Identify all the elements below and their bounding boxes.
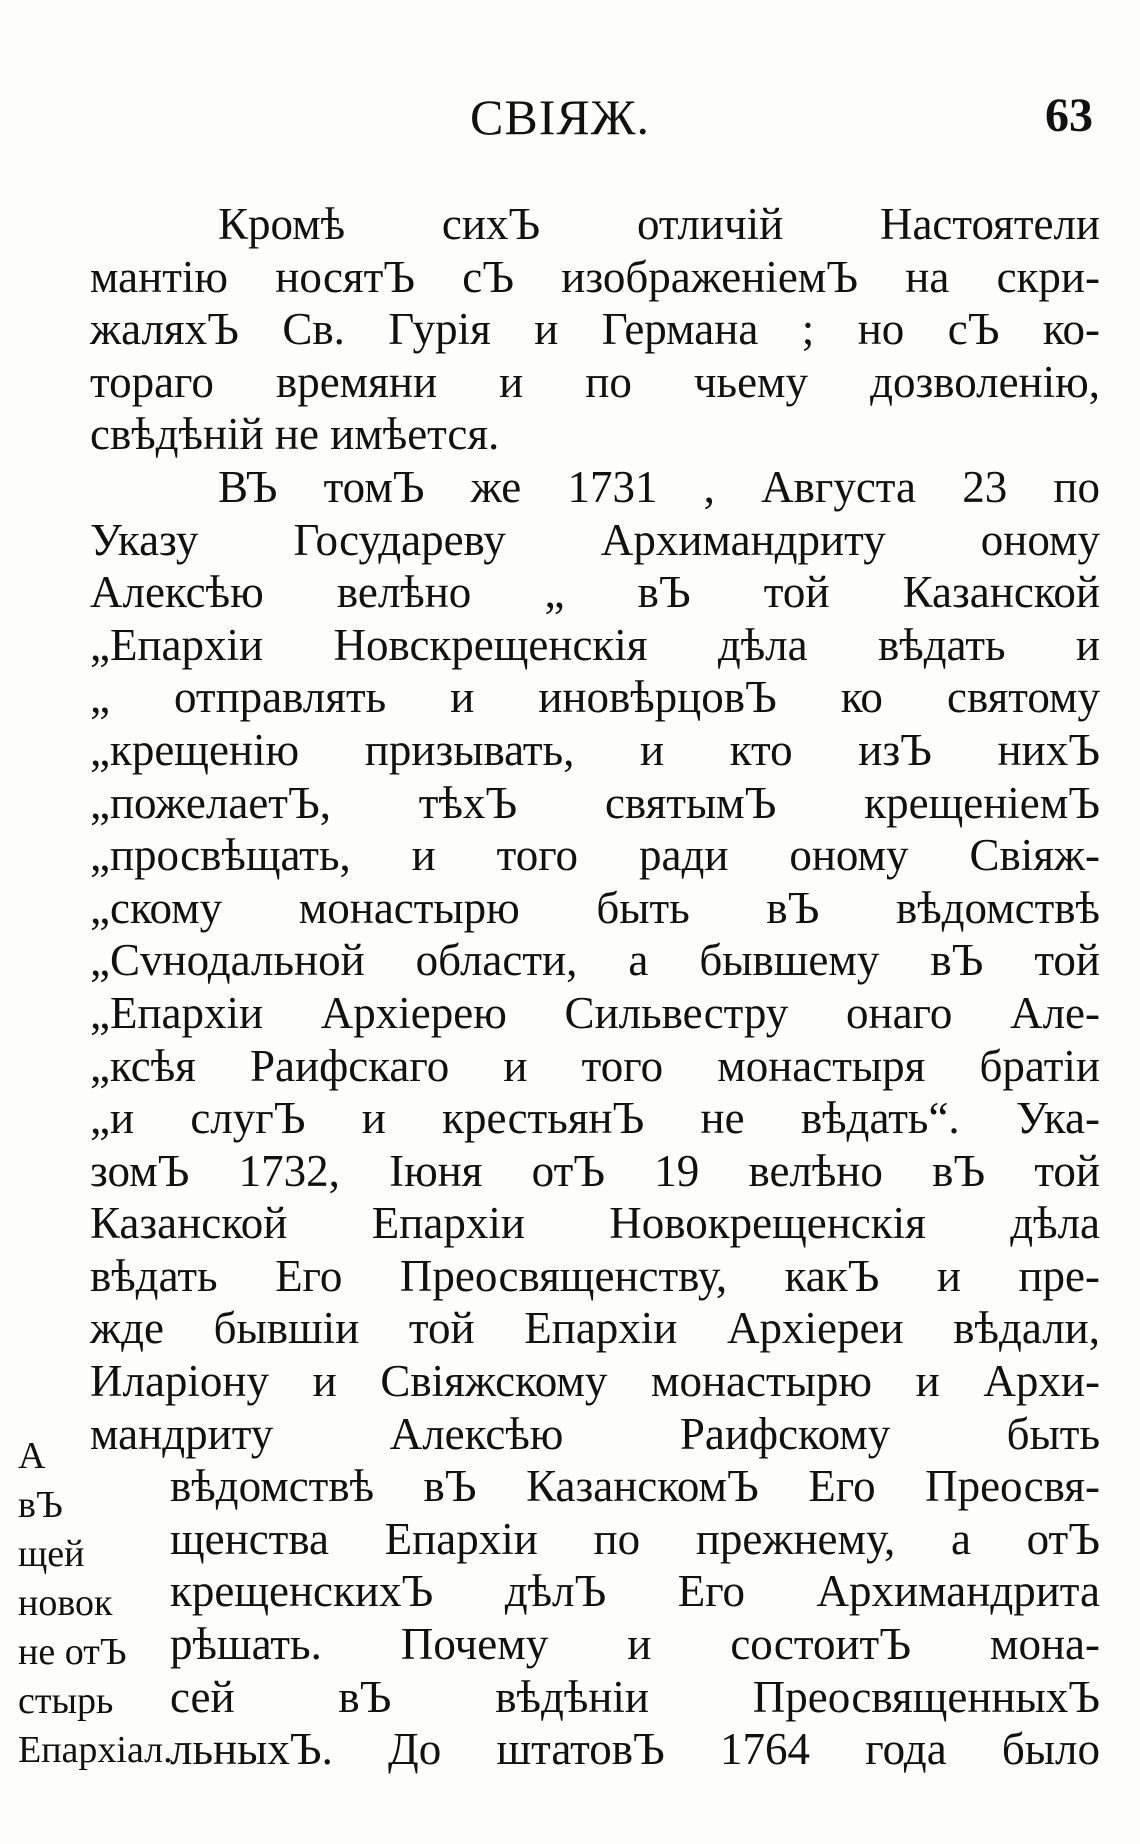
body-text xyxy=(90,198,1100,1776)
text-line: ВЪ томЪ же 1731 , Августа 23 по xyxy=(218,461,1100,512)
text-line: вѣдомствѣ вЪ КазанскомЪ Его Преосвя- xyxy=(170,1461,1100,1512)
text-line: рѣшать. Почему и состоитЪ мона- xyxy=(170,1619,1100,1670)
text-line: зомЪ 1732, Іюня отЪ 19 велѣно вЪ той xyxy=(90,1145,1100,1196)
text-line: „и слугЪ и крестьянЪ не вѣдать“. Ука- xyxy=(90,1093,1100,1144)
page-number: 63 xyxy=(1045,89,1093,142)
margin-note-line: щей xyxy=(18,1533,85,1575)
text-line: Иларіону и Свіяжскому монастырю и Архи- xyxy=(90,1356,1100,1407)
margin-note xyxy=(18,1432,238,1775)
text-line: „Сvнодальной области, а бывшему вЪ той xyxy=(90,935,1100,986)
text-line: „Епархіи Новскрещенскія дѣла вѣдать и xyxy=(90,619,1100,670)
page-header xyxy=(0,88,1140,148)
text-line: сей вЪ вѣдѣніи ПреосвященныхЪ xyxy=(170,1671,1100,1722)
text-line: щенства Епархіи по прежнему, а отЪ xyxy=(170,1513,1100,1564)
text-line: „пожелаетЪ, тѣхЪ святымЪ крещеніемЪ xyxy=(90,777,1100,828)
margin-note-line: вЪ xyxy=(18,1484,63,1526)
text-line: жде бывшіи той Епархіи Архіереи вѣдали, xyxy=(90,1303,1100,1354)
margin-note-line: А xyxy=(18,1435,46,1477)
text-line: Указу Государеву Архимандриту оному xyxy=(90,514,1100,565)
text-line: жаляхЪ Св. Гурія и Германа ; но сЪ ко- xyxy=(90,304,1100,355)
text-line: „Епархіи Архіерею Сильвестру онаго Але- xyxy=(90,987,1100,1038)
text-line: тораго времяни и по чьему дозволенію, xyxy=(90,356,1100,407)
text-line: вѣдать Его Преосвященству, какЪ и пре- xyxy=(90,1250,1100,1301)
text-line: крещенскихЪ дѣлЪ Его Архимандрита xyxy=(170,1566,1100,1617)
text-line: мандриту Алексѣю Раифскому быть xyxy=(90,1408,1100,1459)
text-line: „ отправлять и иновѣрцовЪ ко святому xyxy=(90,672,1100,723)
text-line: Кромѣ сихЪ отличій Настоятели xyxy=(218,199,1100,249)
text-line: льныхЪ. До штатовЪ 1764 года было xyxy=(170,1724,1100,1775)
text-line: „скому монастырю быть вЪ вѣдомствѣ xyxy=(90,882,1100,933)
text-line: Казанской Епархіи Новокрещенскія дѣла xyxy=(90,1198,1100,1249)
text-line: „ксѣя Раифскаго и того монастыря братіи xyxy=(90,1040,1100,1091)
text-line: „просвѣщать, и того ради оному Свіяж- xyxy=(90,830,1100,881)
margin-note-line: стырь xyxy=(18,1680,114,1722)
margin-note-line: не отЪ xyxy=(18,1631,127,1673)
text-line: „крещенію призывать, и кто изЪ нихЪ xyxy=(90,724,1100,775)
text-line: свѣдѣній не имѣется. xyxy=(90,409,500,460)
margin-note-line: новок xyxy=(18,1582,113,1624)
margin-note-line: Епархіал. xyxy=(18,1729,173,1771)
running-title: СВІЯЖ. xyxy=(470,89,650,145)
text-line: Алексѣю велѣно „ вЪ той Казанской xyxy=(90,567,1100,618)
text-line: мантію носятЪ сЪ изображеніемЪ на скри- xyxy=(90,251,1100,302)
